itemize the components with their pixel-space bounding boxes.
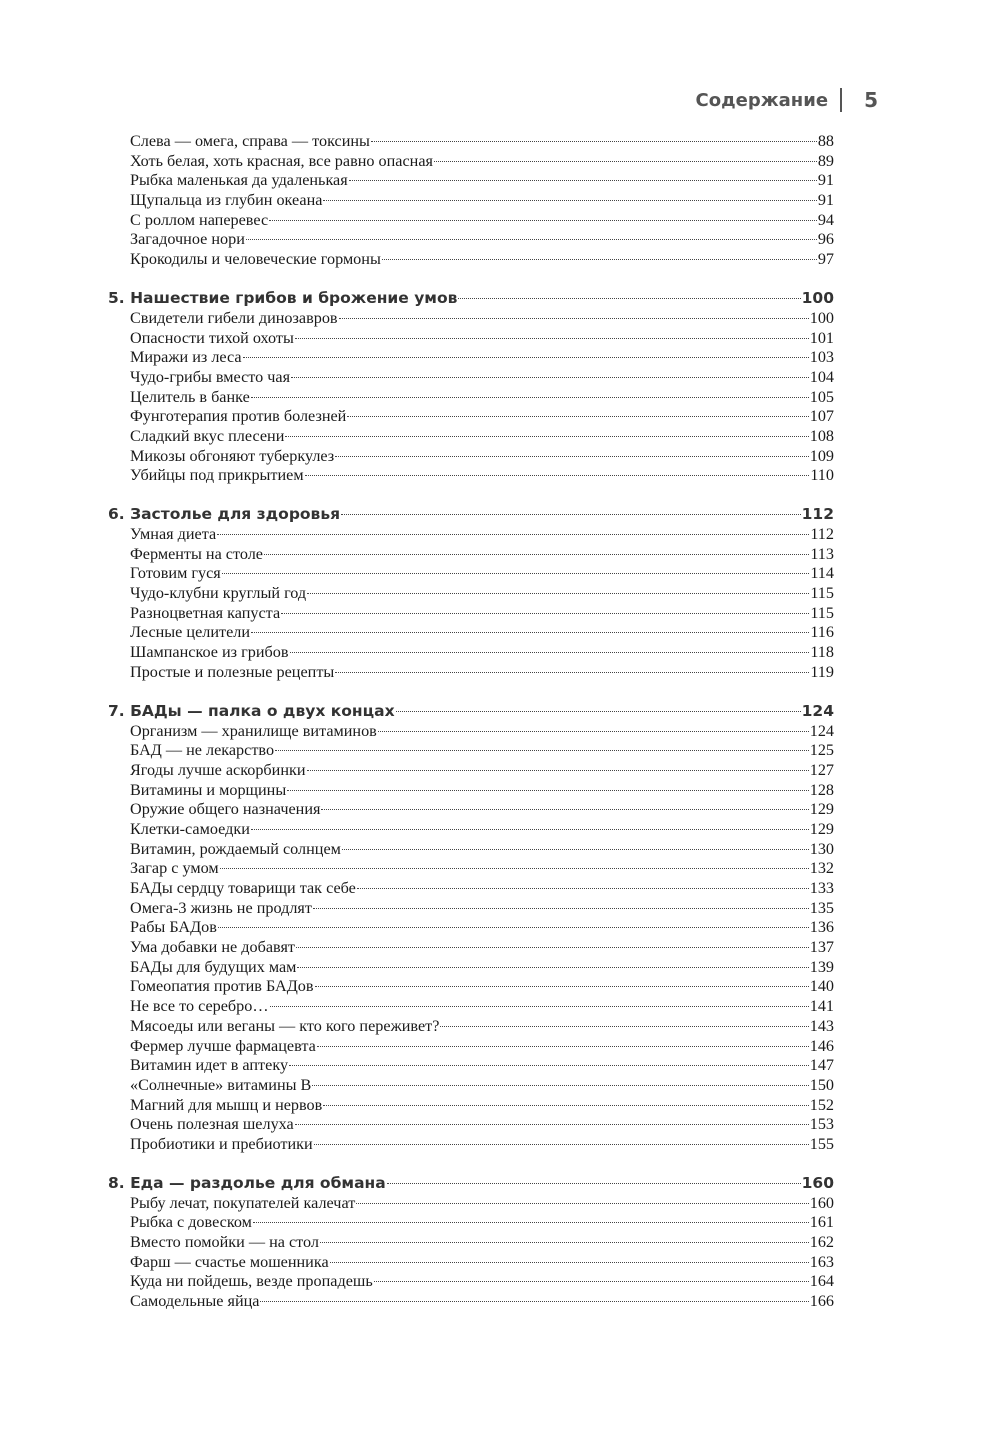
toc-page-number: 91 <box>817 171 834 190</box>
dot-leader <box>314 1144 809 1145</box>
toc-page-number: 162 <box>809 1233 834 1251</box>
toc-page-number: 116 <box>810 623 834 642</box>
toc-page-number: 141 <box>809 997 834 1016</box>
toc-title: Организм — хранилище витаминов <box>130 721 377 740</box>
dot-leader <box>440 1026 808 1027</box>
toc-entry <box>108 1213 834 1233</box>
toc-entry <box>108 761 834 781</box>
toc-entry <box>108 191 834 211</box>
toc-page-number: 130 <box>809 839 834 858</box>
toc-entry <box>108 899 834 919</box>
toc-title: Не все то серебро… <box>130 997 269 1016</box>
dot-leader <box>356 1203 808 1204</box>
toc-title: С роллом наперевес <box>130 210 269 229</box>
toc-page-number: 128 <box>809 780 834 799</box>
toc-page-number: 107 <box>809 407 834 426</box>
toc-entry <box>108 1076 834 1096</box>
toc-page-number: 132 <box>809 859 834 878</box>
dot-leader <box>396 711 801 712</box>
toc-page-number: 135 <box>809 898 834 917</box>
toc-page-number: 94 <box>817 210 834 229</box>
toc-title: Рыбу лечат, покупателей калечат <box>130 1193 356 1212</box>
dot-leader <box>321 809 808 810</box>
toc-page-number: 96 <box>817 230 834 249</box>
dot-leader <box>323 1105 808 1106</box>
toc-title: Витамин идет в аптеку <box>130 1056 289 1075</box>
toc-title: Мясоеды или веганы — кто кого переживет? <box>130 1016 440 1035</box>
toc-entry <box>108 152 834 172</box>
toc-entry <box>108 859 834 879</box>
dot-leader <box>291 377 809 378</box>
dot-leader <box>315 986 809 987</box>
toc-title: Очень полезная шелуха <box>130 1115 294 1134</box>
toc-title: Фунготерапия против болезней <box>130 407 347 426</box>
toc-entry <box>108 643 834 663</box>
toc-page-number: 160 <box>809 1193 834 1212</box>
toc-entry <box>108 447 834 467</box>
dot-leader <box>296 947 809 948</box>
toc-title: Целитель в банке <box>130 387 250 406</box>
toc-page-number: 108 <box>809 426 834 445</box>
toc-title: 7. БАДы — палка о двух концах <box>108 701 395 720</box>
dot-leader <box>275 750 809 751</box>
dot-leader <box>320 1242 809 1243</box>
toc-page-number: 104 <box>809 367 834 386</box>
dot-leader <box>342 849 809 850</box>
dot-leader <box>251 829 809 830</box>
toc-title: Чудо-грибы вместо чая <box>130 367 291 386</box>
dot-leader <box>264 554 809 555</box>
toc-title: Ума добавки не добавят <box>130 938 295 957</box>
toc-entry <box>108 171 834 191</box>
dot-leader <box>297 967 808 968</box>
dot-leader <box>260 1301 808 1302</box>
toc-entry <box>108 230 834 250</box>
toc-title: 6. Застолье для здоровья <box>108 505 341 523</box>
toc-page-number: 114 <box>810 564 834 583</box>
toc-title: Простые и полезные рецепты <box>130 662 335 681</box>
dot-leader <box>335 456 809 457</box>
toc-title: БАДы для будущих мам <box>130 957 297 976</box>
toc-title: Хоть белая, хоть красная, все равно опасная <box>130 151 433 170</box>
toc-title: 8. Еда — раздолье для обмана <box>108 1173 386 1192</box>
toc-entry <box>108 938 834 958</box>
toc-page-number: 166 <box>809 1292 834 1311</box>
toc-page-number: 125 <box>809 741 834 760</box>
toc-title: Ягоды лучше аскорбинки <box>130 760 306 779</box>
toc-entry <box>108 741 834 761</box>
toc-entry <box>108 879 834 899</box>
toc-page-number: 155 <box>809 1134 834 1153</box>
dot-leader <box>243 357 809 358</box>
toc-entry <box>108 840 834 860</box>
toc-page-number: 97 <box>817 250 834 269</box>
toc-entry <box>108 545 834 565</box>
toc-entry <box>108 309 834 329</box>
dot-leader <box>458 298 800 299</box>
dot-leader <box>312 1085 808 1086</box>
dot-leader <box>295 338 809 339</box>
toc-title: Магний для мышц и нервов <box>130 1095 323 1114</box>
toc-chapter <box>108 288 834 309</box>
toc-title: 5. Нашествие грибов и брожение умов <box>108 288 458 307</box>
toc-entry <box>108 997 834 1017</box>
toc-page-number: 150 <box>809 1075 834 1094</box>
toc-page-number: 113 <box>810 544 834 563</box>
dot-leader <box>253 1222 809 1223</box>
dot-leader <box>374 1281 809 1282</box>
dot-leader <box>220 868 809 869</box>
table-of-contents <box>108 132 834 1312</box>
dot-leader <box>313 908 809 909</box>
toc-page-number: 147 <box>809 1056 834 1075</box>
toc-entry <box>108 1272 834 1292</box>
dot-leader <box>305 475 810 476</box>
toc-title: Оружие общего назначения <box>130 800 321 819</box>
toc-title: Вместо помойки — на стол <box>130 1233 319 1251</box>
toc-title: Рыбка с довеском <box>130 1213 252 1232</box>
toc-title: Умная диета <box>130 525 217 543</box>
toc-chapter <box>108 504 834 525</box>
toc-title: Шампанское из грибов <box>130 643 289 662</box>
toc-page-number: 139 <box>809 957 834 976</box>
dot-leader <box>285 436 808 437</box>
toc-title: Пробиотики и пребиотики <box>130 1134 313 1153</box>
dot-leader <box>217 534 809 535</box>
dot-leader <box>287 790 809 791</box>
toc-entry <box>108 466 834 486</box>
toc-entry <box>108 958 834 978</box>
toc-entry <box>108 250 834 270</box>
dot-leader <box>251 632 809 633</box>
toc-title: Готовим гуся <box>130 564 221 583</box>
toc-entry <box>108 1194 834 1214</box>
toc-page-number: 105 <box>809 387 834 406</box>
dot-leader <box>222 573 810 574</box>
toc-entry <box>108 388 834 408</box>
header-title: Содержание <box>695 89 829 111</box>
toc-entry <box>108 368 834 388</box>
toc-title: Рабы БАДов <box>130 918 217 937</box>
dot-leader <box>290 652 810 653</box>
toc-entry <box>108 525 834 545</box>
dot-leader <box>246 239 817 240</box>
dot-leader <box>323 200 816 201</box>
toc-title: Разноцветная капуста <box>130 603 281 622</box>
toc-entry <box>108 1096 834 1116</box>
dot-leader <box>251 397 809 398</box>
toc-page-number: 100 <box>809 308 834 327</box>
dot-leader <box>371 141 817 142</box>
toc-entry <box>108 918 834 938</box>
toc-page-number: 124 <box>801 701 834 720</box>
toc-page-number: 112 <box>810 525 834 543</box>
toc-entry <box>108 1292 834 1312</box>
toc-title: Куда ни пойдешь, везде пропадешь <box>130 1272 373 1291</box>
dot-leader <box>347 416 808 417</box>
running-header <box>696 88 878 112</box>
toc-title: Загадочное нори <box>130 230 245 249</box>
toc-title: Миражи из леса <box>130 348 242 367</box>
dot-leader <box>307 770 809 771</box>
toc-title: БАДы сердцу товарищи так себе <box>130 879 356 897</box>
dot-leader <box>289 1065 809 1066</box>
dot-leader <box>330 1262 809 1263</box>
toc-page-number: 161 <box>809 1213 834 1232</box>
toc-entry <box>108 348 834 368</box>
dot-leader <box>307 593 809 594</box>
toc-chapter <box>108 1173 834 1194</box>
toc-page-number: 101 <box>809 328 834 347</box>
toc-entry <box>108 211 834 231</box>
toc-entry <box>108 1253 834 1273</box>
dot-leader <box>270 1006 809 1007</box>
toc-page-number: 124 <box>809 721 834 740</box>
toc-title: Опасности тихой охоты <box>130 328 294 347</box>
toc-title: Сладкий вкус плесени <box>130 426 285 445</box>
toc-page-number: 115 <box>810 584 834 603</box>
toc-entry <box>108 800 834 820</box>
toc-title: Омега-3 жизнь не продлят <box>130 898 312 917</box>
toc-page-number: 103 <box>809 348 834 367</box>
toc-entry <box>108 977 834 997</box>
dot-leader <box>357 888 809 889</box>
toc-title: Гомеопатия против БАДов <box>130 977 314 996</box>
toc-page-number: 109 <box>809 446 834 465</box>
dot-leader <box>295 1124 809 1125</box>
toc-entry <box>108 407 834 427</box>
toc-entry <box>108 1037 834 1057</box>
toc-page-number: 118 <box>810 643 834 662</box>
dot-leader <box>382 259 817 260</box>
toc-entry <box>108 1056 834 1076</box>
toc-title: Фермер лучше фармацевта <box>130 1036 316 1055</box>
toc-page-number: 163 <box>809 1252 834 1271</box>
toc-title: Ферменты на столе <box>130 544 263 563</box>
toc-title: Лесные целители <box>130 623 250 642</box>
toc-title: Крокодилы и человеческие гормоны <box>130 250 381 269</box>
dot-leader <box>281 613 809 614</box>
toc-page-number: 91 <box>817 191 834 210</box>
toc-entry <box>108 1017 834 1037</box>
toc-entry <box>108 820 834 840</box>
toc-page-number: 137 <box>809 938 834 957</box>
toc-title: Микозы обгоняют туберкулез <box>130 446 335 465</box>
toc-title: «Солнечные» витамины В <box>130 1075 312 1094</box>
page-number: 5 <box>864 88 878 112</box>
toc-page-number: 136 <box>809 918 834 937</box>
toc-page-number: 119 <box>810 662 834 681</box>
toc-entry <box>108 722 834 742</box>
toc-entry <box>108 132 834 152</box>
toc-title: Загар с умом <box>130 859 219 878</box>
toc-entry <box>108 564 834 584</box>
toc-page-number: 160 <box>801 1173 834 1192</box>
dot-leader <box>317 1046 809 1047</box>
toc-entry <box>108 329 834 349</box>
toc-entry <box>108 623 834 643</box>
toc-page-number: 89 <box>817 151 834 170</box>
header-divider <box>840 88 842 112</box>
toc-title: Слева — омега, справа — токсины <box>130 132 370 150</box>
dot-leader <box>339 318 809 319</box>
toc-title: Фарш — счастье мошенника <box>130 1252 329 1271</box>
dot-leader <box>218 927 809 928</box>
dot-leader <box>335 672 809 673</box>
toc-page-number: 100 <box>801 288 834 307</box>
toc-title: Самодельные яйца <box>130 1292 260 1311</box>
toc-page-number: 146 <box>809 1036 834 1055</box>
toc-page-number: 110 <box>810 466 834 485</box>
toc-title: Убийцы под прикрытием <box>130 466 304 485</box>
dot-leader <box>434 161 817 162</box>
toc-chapter <box>108 701 834 722</box>
toc-title: Свидетели гибели динозавров <box>130 308 338 327</box>
toc-title: БАД — не лекарство <box>130 741 275 760</box>
toc-entry <box>108 427 834 447</box>
toc-entry <box>108 1233 834 1253</box>
toc-title: Щупальца из глубин океана <box>130 191 323 210</box>
toc-page-number: 115 <box>810 603 834 622</box>
toc-entry <box>108 1135 834 1155</box>
toc-page-number: 88 <box>817 132 834 150</box>
toc-title: Чудо-клубни круглый год <box>130 584 307 603</box>
dot-leader <box>341 514 801 515</box>
toc-page-number: 153 <box>809 1115 834 1134</box>
toc-page-number: 133 <box>809 879 834 897</box>
toc-page-number: 140 <box>809 977 834 996</box>
toc-page-number: 164 <box>809 1272 834 1291</box>
toc-entry <box>108 1115 834 1135</box>
toc-page-number: 127 <box>809 760 834 779</box>
toc-page-number: 152 <box>809 1095 834 1114</box>
dot-leader <box>387 1183 801 1184</box>
dot-leader <box>269 220 817 221</box>
toc-title: Витамины и морщины <box>130 780 287 799</box>
toc-entry <box>108 781 834 801</box>
toc-title: Рыбка маленькая да удаленькая <box>130 171 348 190</box>
toc-title: Клетки-самоедки <box>130 819 250 838</box>
toc-title: Витамин, рождаемый солнцем <box>130 839 341 858</box>
dot-leader <box>378 731 809 732</box>
toc-page-number: 112 <box>801 505 834 523</box>
toc-entry <box>108 604 834 624</box>
toc-page-number: 129 <box>809 800 834 819</box>
toc-entry <box>108 584 834 604</box>
toc-entry <box>108 663 834 683</box>
dot-leader <box>349 180 817 181</box>
toc-page-number: 129 <box>809 819 834 838</box>
toc-page-number: 143 <box>809 1016 834 1035</box>
